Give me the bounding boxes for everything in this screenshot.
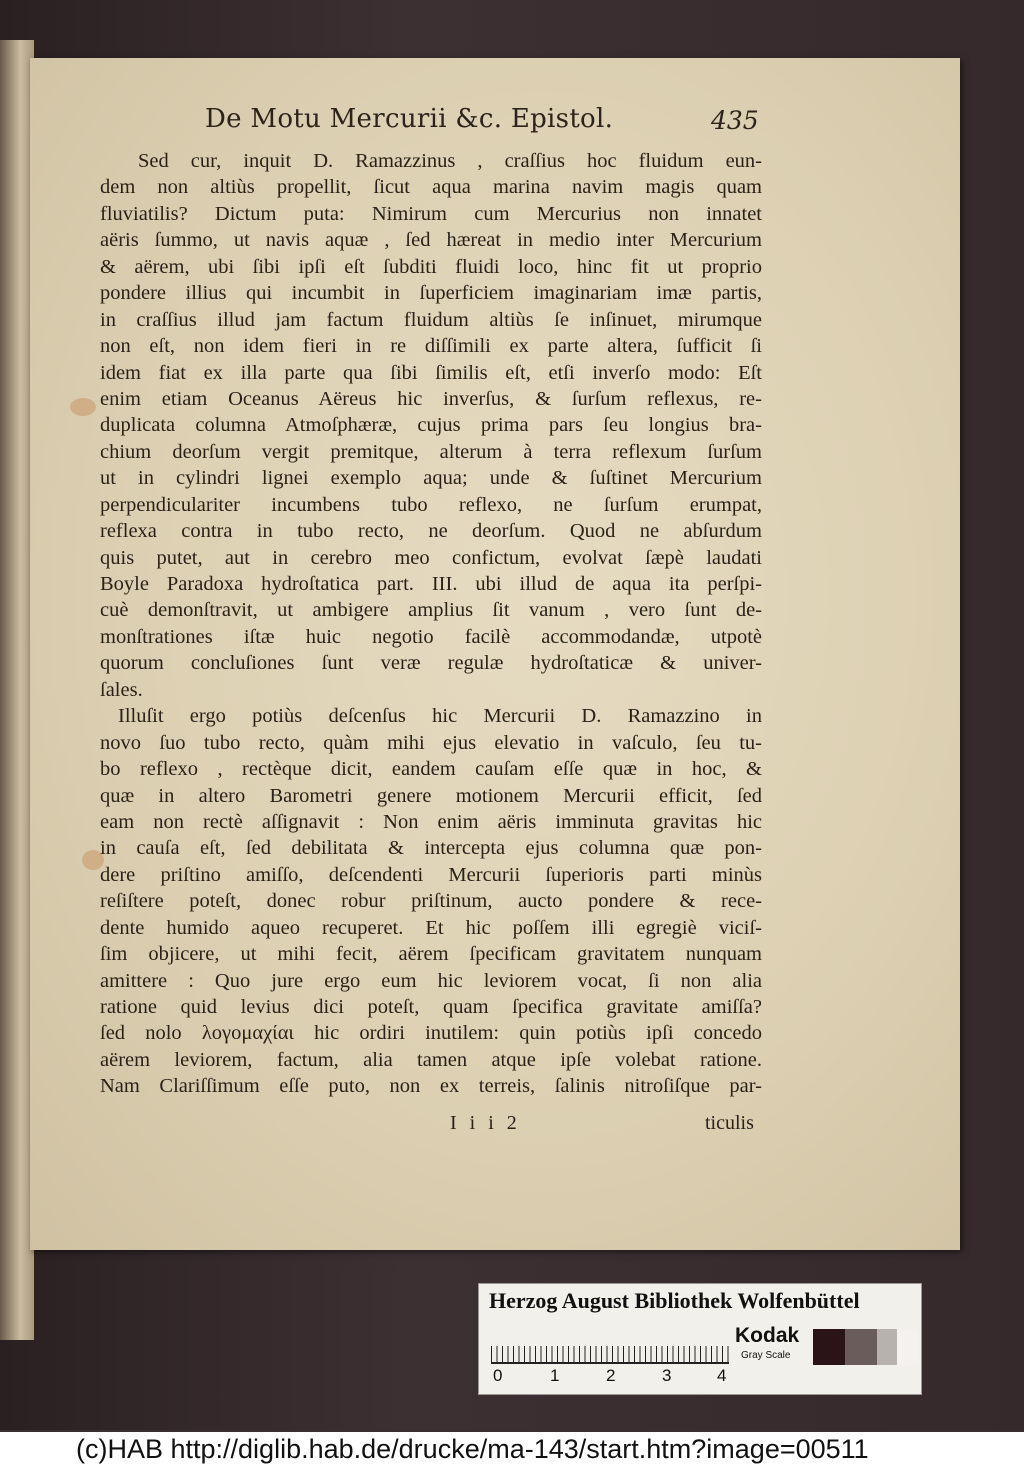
- book-edge: [0, 40, 34, 1340]
- text-line: pondere illius qui incumbit in ſuperficiem imaginariam imæ partis,: [100, 282, 762, 305]
- gray-patch: [897, 1329, 919, 1365]
- footer-bar: [0, 1432, 1024, 1470]
- signature-mark: I i i 2: [450, 1112, 521, 1134]
- text-line: chium deorſum vergit premitque, alterum à terra reflexum ſurſum: [100, 440, 762, 463]
- ruler-label: 3: [662, 1366, 672, 1385]
- text-line: Illuſit ergo potiùs deſcenſus hic Mercurii D. Ramazzino in: [118, 705, 762, 728]
- text-line: Nam Clariſſimum eſſe puto, non ex terreis, ſalinis nitroſiſque par-: [100, 1075, 762, 1098]
- ruler-label: 0: [493, 1366, 503, 1385]
- foxing-stain: [70, 398, 96, 416]
- text-line: aëris ſummo, ut navis aquæ , ſed hæreat in medio inter Mercurium: [100, 229, 762, 252]
- color-reference-card: [478, 1283, 922, 1395]
- text-line: eam non rectè aſſignavit : Non enim aëris imminuta gravitas hic: [100, 810, 762, 833]
- text-line: idem fiat ex illa parte qua ſibi ſimilis eſt, etſi inverſo modo: Eſt: [100, 361, 762, 384]
- text-line: cuè demonſtravit, ut ambigere amplius ſit vanum , vero ſunt de-: [100, 599, 762, 622]
- text-line: dem non altiùs propellit, ſicut aqua marina navim magis quam: [100, 176, 762, 199]
- text-line: perpendiculariter incumbens tubo reflexo, ne ſurſum erumpat,: [100, 493, 762, 516]
- card-title: Herzog August Bibliothek Wolfenbüttel: [489, 1288, 860, 1313]
- text-line: ſed nolo λογομαχίαι hic ordiri inutilem: quin potiùs ipſi concedo: [100, 1022, 762, 1045]
- text-line: duplicata columna Atmoſphæræ, cujus prima pars ſeu longius bra-: [100, 414, 762, 437]
- text-line: ſim objicere, ut mihi fecit, aërem ſpecificam gravitatem nunquam: [100, 943, 762, 966]
- text-line: aërem leviorem, factum, alia tamen atque ipſe volebat ratione.: [100, 1048, 762, 1071]
- text-line: reflexa contra in tubo recto, ne deorſum. Quod ne abſurdum: [100, 520, 762, 543]
- catchword: ticulis: [705, 1112, 754, 1134]
- page-number: 435: [711, 106, 759, 135]
- body-text: [100, 148, 762, 1100]
- text-line: quorum concluſiones ſunt veræ regulæ hydroſtaticæ & univer-: [100, 652, 762, 675]
- text-line: amittere : Quo jure ergo eum hic leviorem vocat, ſi non alia: [100, 969, 762, 992]
- source-url: (c)HAB http://diglib.hab.de/drucke/ma-143/start.htm?image=00511: [76, 1434, 869, 1464]
- text-line: novo ſuo tubo recto, quàm mihi ejus elevatio in vaſculo, ſeu tu-: [100, 731, 762, 754]
- text-line: in craſſius illud jam factum fluidum altiùs ſe inſinuet, mirumque: [100, 308, 762, 331]
- text-line: ratione quid levius dici poteſt, quam ſpecifica gravitate amiſſa?: [100, 996, 762, 1018]
- text-line: Sed cur, inquit D. Ramazzinus , craſſius hoc fluidum eun-: [138, 150, 762, 172]
- text-line: dente humido aqueo recuperet. Et hic poſſem illi egregiè viciſ-: [100, 916, 762, 939]
- text-line: & aërem, ubi ſibi ipſi eſt ſubditi fluidi loco, hinc fit ut proprio: [100, 255, 762, 278]
- ruler-labels: [489, 1366, 749, 1390]
- text-line: monſtrationes iſtæ huic negotio facilè accommodandæ, utpotè: [100, 625, 762, 648]
- text-line: Boyle Paradoxa hydroſtatica part. III. ubi illud de aqua ita perſpi-: [100, 573, 762, 595]
- page-header: [205, 104, 765, 144]
- text-line: in cauſa eſt, ſed debilitata & intercepta ejus columna quæ pon-: [100, 837, 762, 860]
- text-line: quis putet, aut in cerebro meo confictum, evolvat ſæpè laudati: [100, 546, 762, 569]
- ruler-label: 4: [717, 1366, 727, 1385]
- text-line: reſiſtere poteſt, donec robur priſtinum, aucto pondere & rece-: [100, 890, 762, 913]
- text-line: ſales.: [100, 678, 143, 701]
- text-line: dere priſtino amiſſo, deſcendenti Mercurii ſuperioris parti minùs: [100, 863, 762, 886]
- measurement-ruler: [491, 1328, 729, 1364]
- ruler-label: 2: [606, 1366, 616, 1385]
- running-title: De Motu Mercurii &c. Epistol.: [205, 104, 614, 134]
- text-line: ut in cylindri lignei exemplo aqua; unde & ſuſtinet Mercurium: [100, 467, 762, 490]
- text-line: fluviatilis? Dictum puta: Nimirum cum Mercurius non innatet: [100, 202, 762, 225]
- gray-patch: [813, 1329, 845, 1365]
- gray-scale-label: Gray Scale: [741, 1350, 791, 1361]
- ruler-label: 1: [550, 1366, 560, 1385]
- text-line: enim etiam Oceanus Aëreus hic inverſus, & ſurſum reflexus, re-: [100, 387, 762, 410]
- gray-patch: [845, 1329, 877, 1365]
- text-line: quæ in altero Barometri genere motionem Mercurii efficit, ſed: [100, 784, 762, 807]
- text-line: non eſt, non idem fieri in re diſſimili ex parte altera, ſufficit ſi: [100, 335, 762, 358]
- kodak-logo: Kodak: [735, 1324, 800, 1347]
- text-line: bo reflexo , rectèque dicit, eandem cauſam eſſe quæ in hoc, &: [100, 758, 762, 781]
